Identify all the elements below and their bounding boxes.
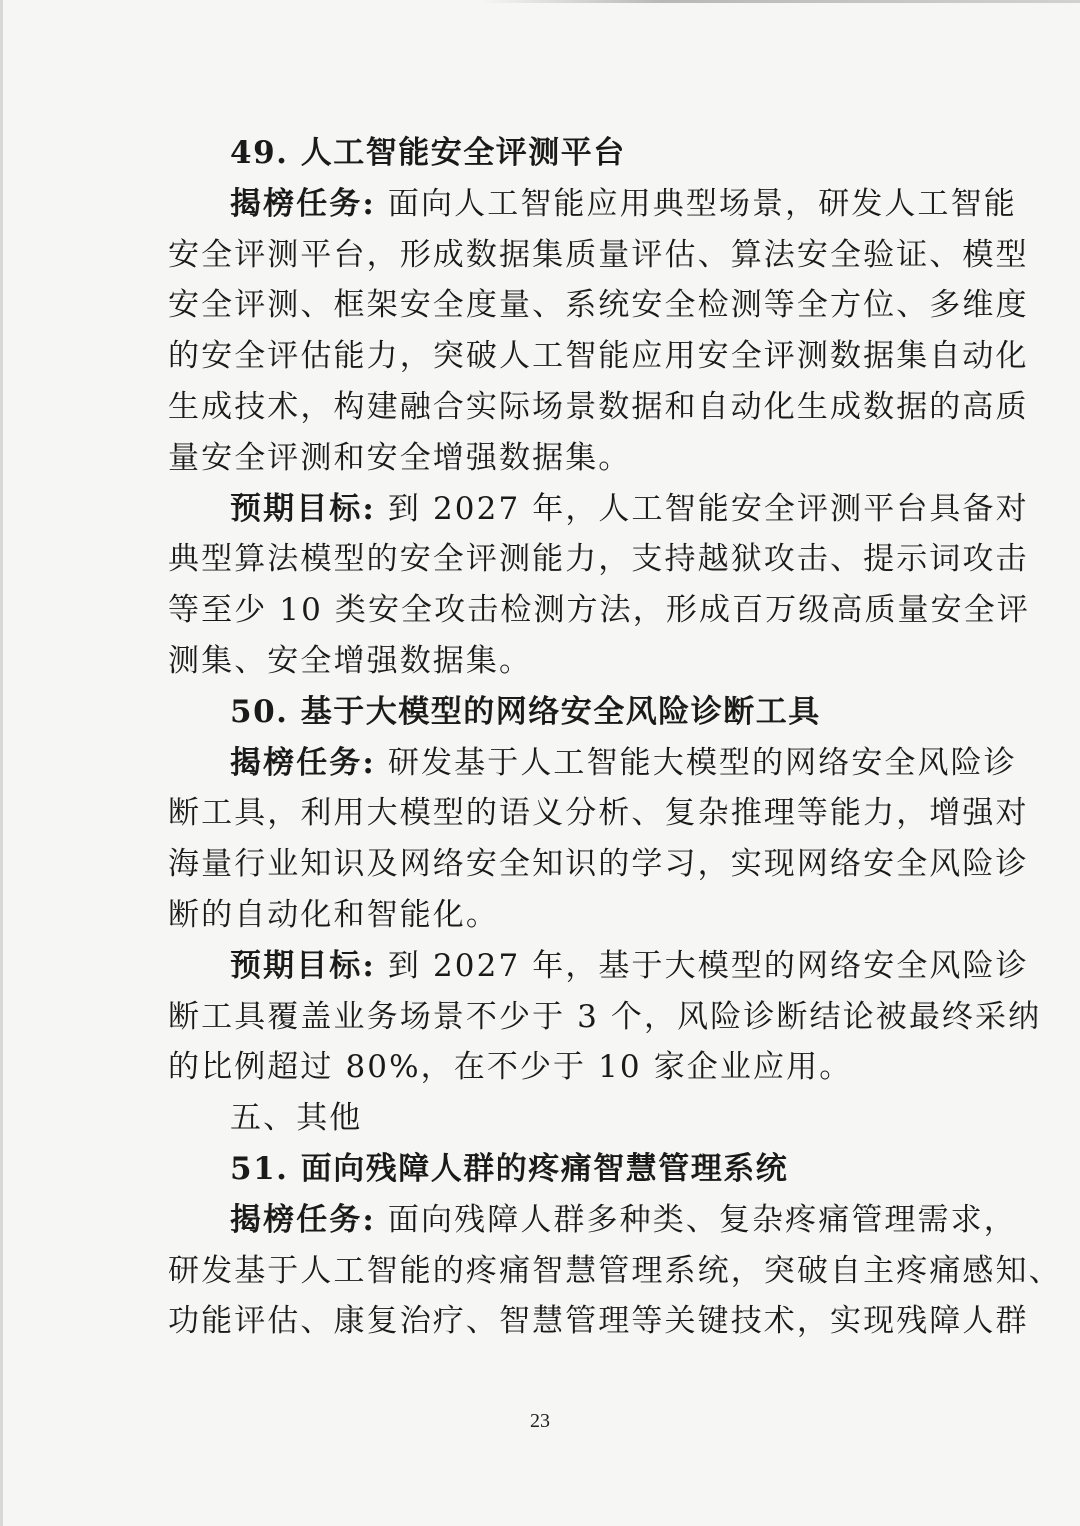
section-49-task-line: 量安全评测和安全增强数据集。: [168, 439, 632, 476]
section-50-title: 50. 基于大模型的网络安全风险诊断工具: [230, 693, 821, 730]
section-51-task-line: 功能评估、康复治疗、智慧管理等关键技术，实现残障人群: [168, 1303, 1029, 1340]
section-50-goal-line: 断工具覆盖业务场景不少于 3 个，风险诊断结论被最终采纳: [168, 998, 1042, 1035]
section-49-goal-line: 测集、安全增强数据集。: [168, 642, 533, 679]
goal-label: 预期目标:: [230, 947, 376, 984]
task-text: 面向残障人群多种类、复杂疼痛管理需求，: [387, 1201, 1017, 1238]
section-49-task-line: 生成技术，构建融合实际场景数据和自动化生成数据的高质: [168, 388, 1029, 425]
section-49-task-line: 安全评测平台，形成数据集质量评估、算法安全验证、模型: [168, 236, 1029, 273]
section-51-task-line: [168, 1195, 1017, 1246]
section-50-task-line: [168, 738, 1017, 789]
section-49-goal-line: 典型算法模型的安全评测能力，支持越狱攻击、提示词攻击: [168, 541, 1029, 578]
page-number: 23: [530, 1410, 550, 1432]
part-heading: 五、其他: [230, 1100, 363, 1137]
section-49-title: 49. 人工智能安全评测平台: [230, 135, 626, 171]
task-label: 揭榜任务:: [230, 1201, 376, 1238]
section-50-task-line: 海量行业知识及网络安全知识的学习，实现网络安全风险诊: [168, 846, 1029, 883]
task-label: 揭榜任务:: [230, 185, 376, 222]
section-51-task-line: 研发基于人工智能的疼痛智慧管理系统，突破自主疼痛感知、: [168, 1252, 1062, 1289]
section-50-task-line: 断工具，利用大模型的语义分析、复杂推理等能力，增强对: [168, 795, 1029, 832]
task-label: 揭榜任务:: [230, 744, 376, 781]
document-body: [168, 128, 1062, 1347]
task-text: 面向人工智能应用典型场景，研发人工智能: [387, 185, 1017, 222]
section-49-task-line: 安全评测、框架安全度量、系统安全检测等全方位、多维度: [168, 287, 1029, 324]
section-49-task-line: 的安全评估能力，突破人工智能应用安全评测数据集自动化: [168, 338, 1029, 375]
scan-edge-left: [0, 0, 3, 1526]
scan-edge-top: [480, 0, 1080, 3]
goal-label: 预期目标:: [230, 490, 376, 527]
goal-text: 到 2027 年，基于大模型的网络安全风险诊: [387, 947, 1029, 984]
section-49-task-line: [168, 179, 1017, 230]
section-50-goal-line: [168, 941, 1029, 992]
section-49-goal-line: [168, 484, 1029, 535]
section-50-goal-line: 的比例超过 80%，在不少于 10 家企业应用。: [168, 1049, 853, 1086]
section-49-goal-line: 等至少 10 类安全攻击检测方法，形成百万级高质量安全评: [168, 592, 1030, 629]
section-51-title: 51. 面向残障人群的疼痛智慧管理系统: [230, 1150, 789, 1187]
goal-text: 到 2027 年，人工智能安全评测平台具备对: [387, 490, 1029, 527]
task-text: 研发基于人工智能大模型的网络安全风险诊: [387, 744, 1017, 781]
section-50-task-line: 断的自动化和智能化。: [168, 896, 499, 933]
